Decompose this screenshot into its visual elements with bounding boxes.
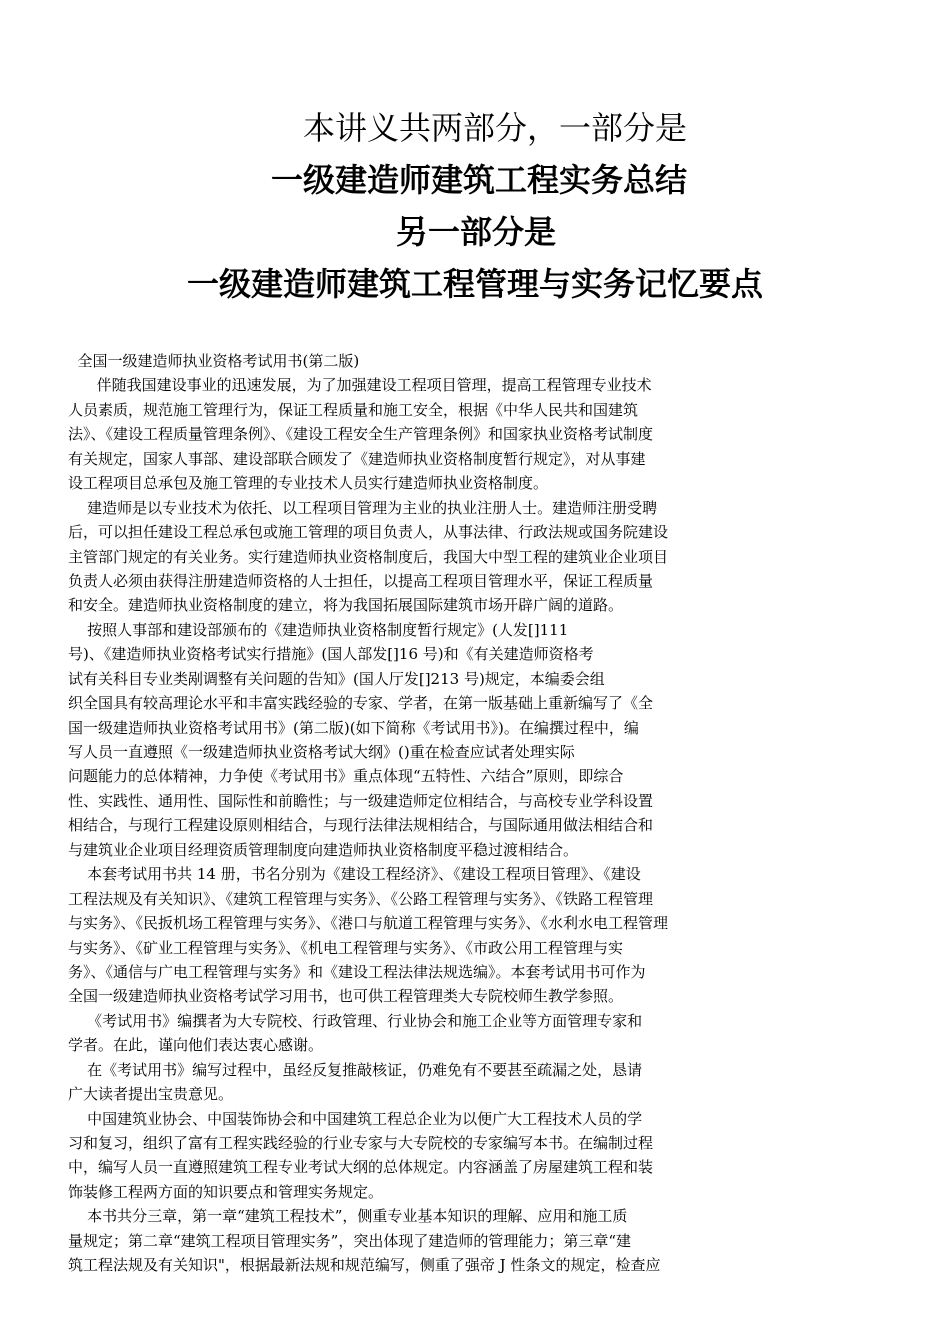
body-line: 筑工程法规及有关知识"，根据最新法规和规范编写，侧重了强帝 J 性条文的规定，检查应 [68,1256,661,1275]
body-line: 习和复习，组织了富有工程实践经验的行业专家与大专院校的专家编写本书。在编制过程 [68,1134,654,1152]
body-line: 主管部门规定的有关业务。实行建造师执业资格制度后，我国大中型工程的建筑业企业项目 [68,547,669,566]
body-line: 本套考试用书共 14 册，书名分别为《建设工程经济》、《建设工程项目管理》、《建设 [68,865,641,884]
body-line: 人员素质，规范施工管理行为，保证工程质量和施工安全，根据《中华人民共和国建筑 [68,400,639,419]
body-line: 全国一级建造师执业资格考试学习用书，也可供工程管理类大专院校师生教学参照。 [68,987,624,1006]
body-line: 与建筑业企业项目经理资质管理制度向建造师执业资格制度平稳过渡相结合。 [68,840,579,859]
body-line: 按照人事部和建设部颁布的《建造师执业资格制度暂行规定》(人发[]111 [68,620,569,639]
body-line: 问题能力的总体精神，力争使《考试用书》重点体现“五特性、六结合”原则，即综合 [68,767,624,786]
title-line-4: 一级建造师建筑工程管理与实务记忆要点 [186,265,763,303]
body-line: 号)、《建造师执业资格考试实行措施》(国人部发[]16 号)和《有关建造师资格考 [68,645,594,664]
body-line: 中，编写人员一直遵照建筑工程专业考试大纲的总体规定。内容涵盖了房屋建筑工程和装 [68,1158,654,1177]
body-line: 建造师是以专业技术为依托、以工程项目管理为主业的执业注册人士。建造师注册受聘 [68,498,658,517]
body-line: 国一级建造师执业资格考试用书》(第二版)(如下简称《考试用书》)。在编撰过程中，编 [68,718,639,737]
body-line: 学者。在此，谨向他们表达衷心感谢。 [68,1036,324,1055]
body-line: 全国一级建造师执业资格考试用书(第二版) [68,352,360,370]
body-line: 与实务》、《民扳机场工程管理与实务》、《港口与航道工程管理与实务》、《水利水电工程管理 [68,914,669,933]
title-line-1: 本讲义共两部分，一部分是 [302,109,687,147]
body-line: 中国建筑业协会、中国装饰协会和中国建筑工程总企业为以便广大工程技术人员的学 [68,1109,643,1128]
body-text [68,349,788,1278]
body-line: 性、实践性、通用性、国际性和前瞻性；与一级建造师定位相结合，与高校专业学科设置 [68,791,654,810]
body-line: 织全国具有较高理论水平和丰富实践经验的专家、学者，在第一版基础上重新编写了《全 [68,694,654,713]
body-line: 量规定；第二章“建筑工程项目管理实务”，突出体现了建造师的管理能力；第三章“建 [68,1231,632,1250]
body-line: 相结合，与现行工程建设原则相结合，与现行法律法规相结合，与国际通用做法相结合和 [68,816,654,835]
body-line: 法》、《建设工程质量管理条例》、《建设工程安全生产管理条例》和国家执业资格考试制度 [68,425,654,444]
body-line: 伴随我国建设事业的迅速发展，为了加强建设工程项目管理，提高工程管理专业技术 [68,376,652,395]
body-line: 和安全。建造师执业资格制度的建立，将为我国拓展国际建筑市场开辟广阔的道路。 [68,596,624,615]
body-line: 负责人必须由获得注册建造师资格的人士担任，以提高工程项目管理水平，保证工程质量 [68,571,654,590]
title-line-3: 另一部分是 [395,213,556,251]
body-line: 有关规定，国家人事部、建设部联合顾发了《建造师执业资格制度暂行规定》，对从事建 [68,449,646,468]
body-line: 饰装修工程两方面的知识要点和管理实务规定。 [68,1182,384,1201]
body-line: 务》、《通信与广电工程管理与实务》和《建设工程法律法规选编》。本套考试用书可作为 [68,962,646,981]
body-line: 在《考试用书》编写过程中，虽经反复推敲核证，仍难免有不要甚至疏漏之处，恳请 [68,1060,643,1079]
document-title-block [0,104,950,308]
body-line: 后，可以担任建设工程总承包或施工管理的项目负责人，从事法律、行政法规或国务院建设 [68,523,669,542]
title-line-2: 一级建造师建筑工程实务总结 [270,161,687,199]
body-line: 《考试用书》编撰者为大专院校、行政管理、行业协会和施工企业等方面管理专家和 [68,1011,643,1030]
body-line: 本书共分三章，第一章“建筑工程技术”，侧重专业基本知识的理解、应用和施工质 [68,1207,628,1226]
body-line: 试有关科目专业类剐调整有关问题的告知》(国人厅发[]213 号)规定，本编委会组 [68,669,605,688]
body-line: 与实务》、《矿业工程管理与实务》、《机电工程管理与实务》、《市政公用工程管理与实 [68,938,624,957]
body-line: 广大读者提出宝贵意见。 [68,1085,234,1104]
body-line: 设工程项目总承包及施工管理的专业技术人员实行建造师执业资格制度。 [68,474,549,493]
body-line: 写人员一直遵照《一级建造师执业资格考试大纲》()重在检查应试者处理实际 [68,743,575,761]
body-line: 工程法规及有关知识》、《建筑工程管理与实务》、《公路工程管理与实务》、《铁路工程管理 [68,889,654,908]
